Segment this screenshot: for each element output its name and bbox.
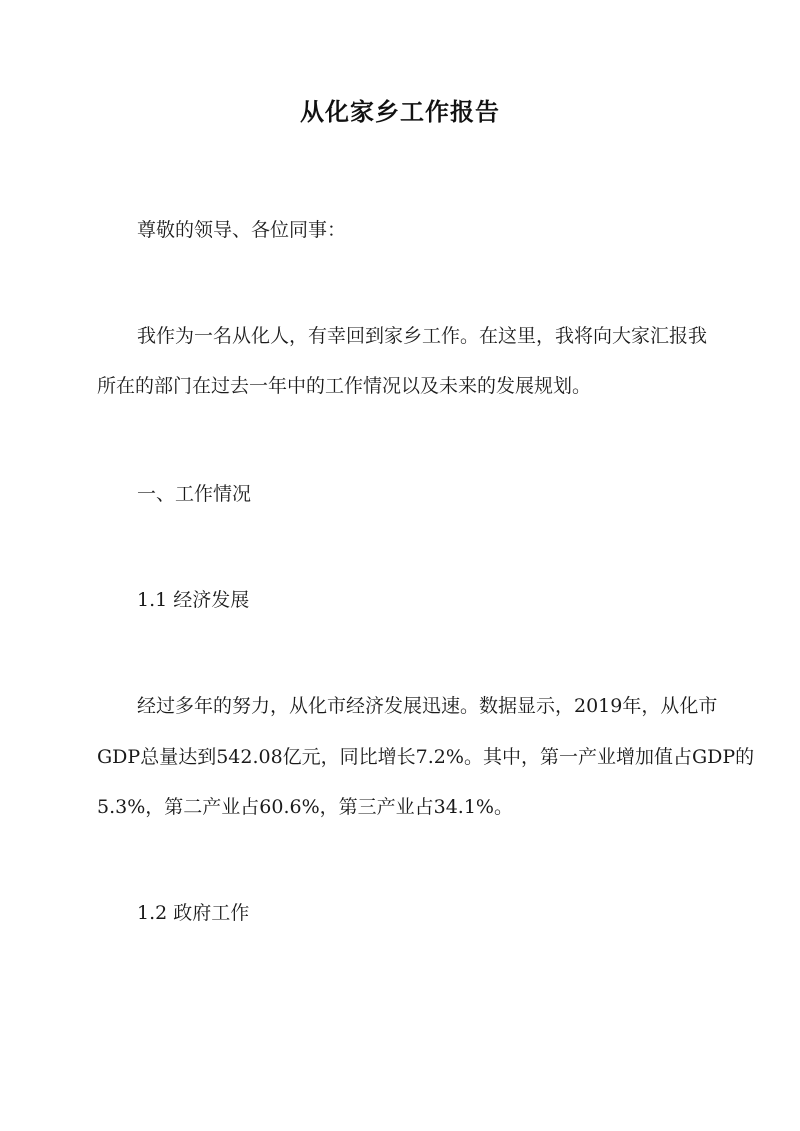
economy-paragraph [137,693,718,719]
economy-paragraph-cont-2 [97,794,672,820]
economy-line-1: 经过多年的努力，从化市经济发展迅速。数据显示，2019年，从化市 [137,695,718,717]
document-title: 从化家乡工作报告 [300,97,500,126]
intro-line-2: 所在的部门在过去一年中的工作情况以及未来的发展规划。 [97,375,592,397]
economy-paragraph-cont [97,744,755,770]
intro-line-1: 我作为一名从化人，有幸回到家乡工作。在这里，我将向大家汇报我 [137,325,708,347]
economy-line-3: 5.3%，第二产业占60.6%，第三产业占34.1%。 [97,796,513,818]
intro-paragraph-cont [97,373,672,399]
economy-line-2: GDP总量达到542.08亿元，同比增长7.2%。其中，第一产业增加值占GDP的 [97,746,755,768]
section-1-heading: 一、工作情况 [137,483,252,505]
section-1-1-heading: 1.1 经济发展 [137,589,250,611]
section-1-2-heading: 1.2 政府工作 [137,902,250,924]
salutation: 尊敬的领导、各位同事： [137,219,347,241]
intro-paragraph [137,323,712,349]
